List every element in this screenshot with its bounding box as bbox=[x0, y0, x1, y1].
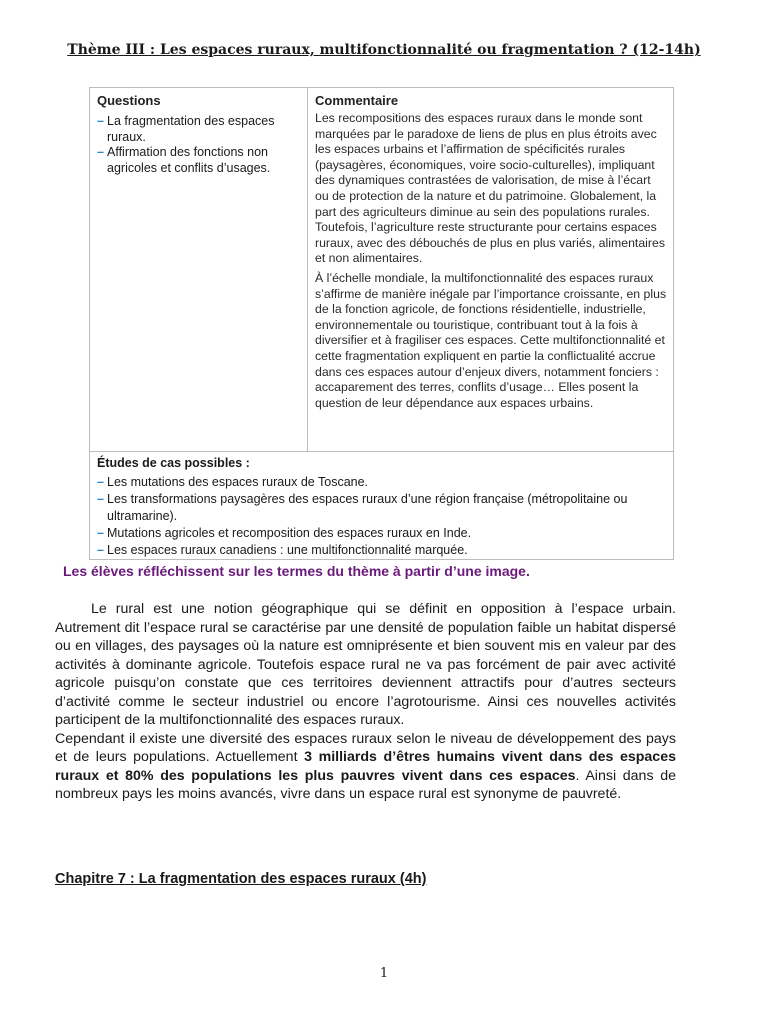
question-text: Affirmation des fonctions non agricoles et conflits d’usages. bbox=[107, 145, 271, 175]
questions-heading: Questions bbox=[97, 93, 161, 108]
dash-bullet: – bbox=[97, 526, 104, 540]
questions-list bbox=[97, 114, 302, 176]
case-study-text: Les transformations paysagères des espaces ruraux d’une région française (métropolitaine ou ultramarine). bbox=[107, 492, 628, 523]
case-studies bbox=[97, 455, 667, 559]
case-study-item bbox=[97, 474, 667, 491]
commentary-heading: Commentaire bbox=[315, 93, 399, 108]
commentary-paragraph: Les recompositions des espaces ruraux dans le monde sont marquées par le paradoxe de liens de plus en plus étroits avec les espaces urbains et l’affirmation de spécificités rurales (paysagères, économiques, voire socio-culturelles), impliquant des dynamiques contrastées de valorisation, de mise à l’écart ou de protection de la nature et du patrimoine. Globalement, la part des agriculteurs diminue au sein des populations rurales. Toutefois, l’agriculture reste structurante pour certains espaces ruraux, avec des débouchés de plus en plus variés, alimentaires et non alimentaires. bbox=[315, 111, 665, 266]
dash-bullet: – bbox=[97, 114, 104, 128]
case-study-text: Les mutations des espaces ruraux de Toscane. bbox=[107, 475, 369, 489]
page-title: Thème III : Les espaces ruraux, multifonctionnalité ou fragmentation ? (12-14h) bbox=[67, 42, 701, 58]
page-number: 1 bbox=[379, 966, 389, 981]
question-item bbox=[97, 145, 302, 176]
case-study-item bbox=[97, 491, 667, 525]
case-study-item bbox=[97, 525, 667, 542]
case-study-item bbox=[97, 542, 667, 559]
commentary-body bbox=[315, 111, 667, 415]
commentary-paragraph: À l’échelle mondiale, la multifonctionnalité des espaces ruraux s’affirme de manière inégale par l’importance croissante, en plus de la fonction agricole, de fonctions résidentielle, industrielle, environnementale ou touristique, contribuant tout à la fois à diversifier et à fragiliser ces espaces. Cette multifonctionnalité et cette fragmentation expliquent en partie la conflictualité accrue dans ces espaces autour d’enjeux divers, notamment fonciers : accaparement des terres, conflits d’usage… Elles posent la question de leur dépendance aux espaces urbains. bbox=[315, 270, 667, 410]
emphasis-text: 3 milliards d’êtres humains vivent dans des espaces ruraux et 80% des populations les plus pauvres vivent dans ces espaces bbox=[55, 749, 676, 784]
intro-paragraph: Le rural est une notion géographique qui se définit en opposition à l’espace urbain. Autrement dit l’espace rural se caractérise par une densité de population faible un habitat dispersé ou en villages, des paysages où la nature est omniprésente et bien souvent mis en valeur par des activités à dominante agricole. Toutefois espace rural ne va pas forcément de pair avec activité agricole puisqu’on constate que ces territoires deviennent attractifs pour d’autres secteurs d’activité comme le secteur industriel ou encore l’agrotourisme. Ainsi ces nouvelles activités participent de la multifonctionnalité des espaces ruraux. bbox=[55, 601, 676, 728]
case-studies-heading: Études de cas possibles : bbox=[97, 456, 250, 470]
body-text bbox=[55, 600, 676, 804]
dash-bullet: – bbox=[97, 543, 104, 557]
chapter-heading: Chapitre 7 : La fragmentation des espaces ruraux (4h) bbox=[55, 871, 427, 887]
second-paragraph bbox=[55, 730, 676, 804]
row-divider bbox=[90, 451, 673, 452]
paragraph-text: . Ainsi dans de nombreux pays les moins avancés, vivre dans un espace rural est synonyme de pauvreté. bbox=[55, 767, 676, 802]
paragraph-text: Cependant il existe une diversité des espaces ruraux selon le niveau de développement des pays et de leurs populations. Actuellement bbox=[55, 730, 676, 765]
question-item bbox=[97, 114, 302, 145]
students-activity-line: Les élèves réfléchissent sur les termes du thème à partir d’une image. bbox=[63, 563, 530, 579]
dash-bullet: – bbox=[97, 145, 104, 159]
column-divider bbox=[307, 88, 308, 451]
case-study-text: Mutations agricoles et recomposition des espaces ruraux en Inde. bbox=[107, 526, 472, 540]
dash-bullet: – bbox=[97, 475, 104, 489]
question-text: La fragmentation des espaces ruraux. bbox=[107, 114, 275, 144]
case-study-text: Les espaces ruraux canadiens : une multifonctionnalité marquée. bbox=[107, 543, 468, 557]
program-table bbox=[89, 87, 674, 560]
dash-bullet: – bbox=[97, 492, 104, 506]
